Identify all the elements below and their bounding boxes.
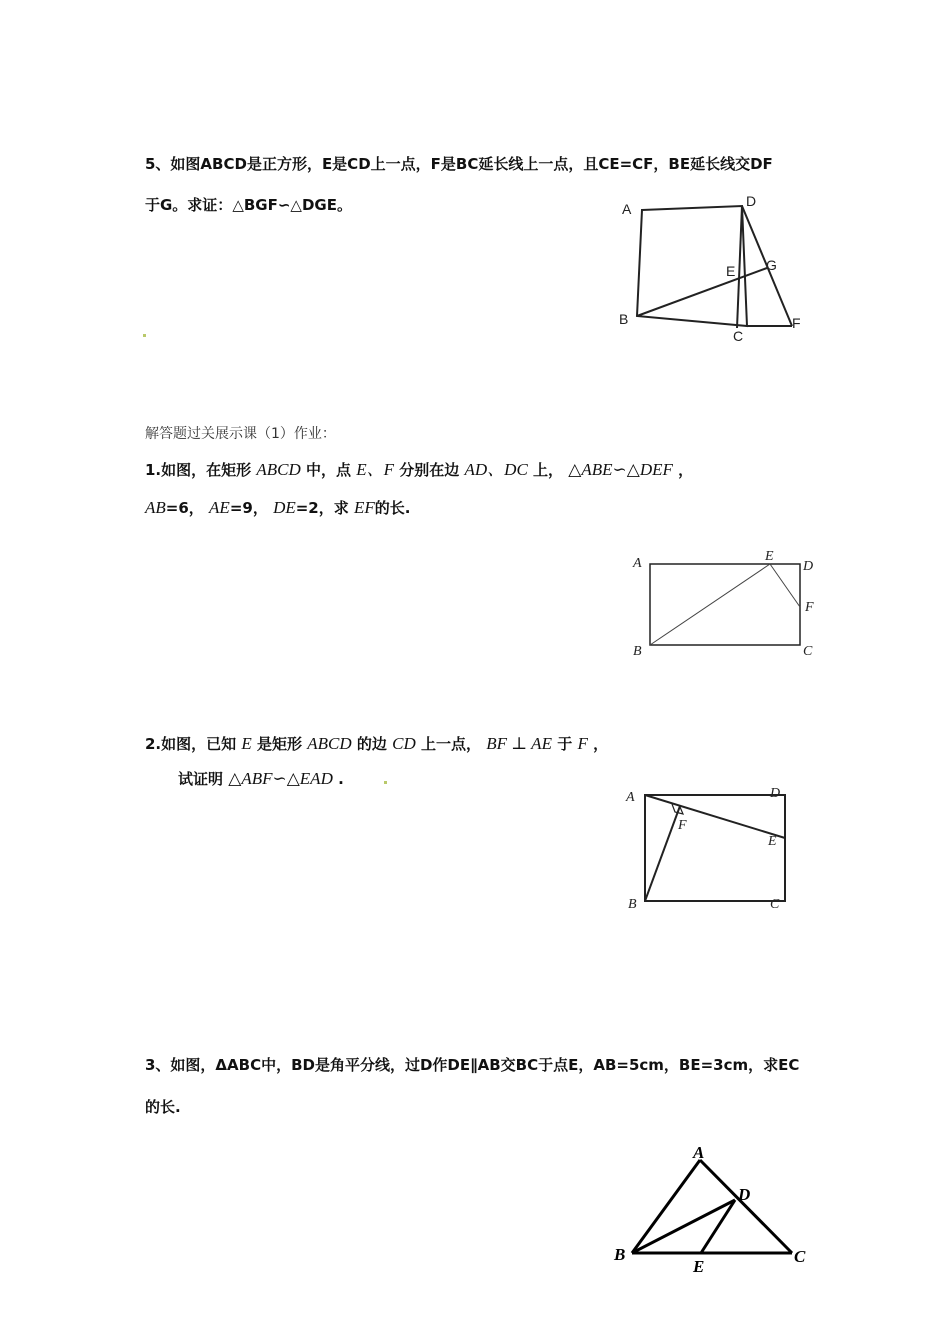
math: CD <box>392 734 416 753</box>
math: DE <box>273 498 296 517</box>
label-d: D <box>738 1185 751 1204</box>
label-a: A <box>693 1143 705 1162</box>
math: E <box>241 734 252 753</box>
math: E、F <box>356 460 395 479</box>
text: 2.如图，已知 <box>145 735 237 753</box>
label-c: C <box>794 1247 806 1266</box>
label-d: D <box>803 559 814 574</box>
text: 分别在边 <box>399 461 460 479</box>
text: 于 <box>557 735 573 753</box>
label-c: C <box>770 897 780 912</box>
problem1-line2 <box>145 497 410 518</box>
math: ABCD <box>256 460 301 479</box>
text: ， <box>593 735 609 753</box>
scan-dot <box>143 334 146 337</box>
label-e: E <box>768 834 777 849</box>
text: 的边 <box>356 735 387 753</box>
text: 试证明 <box>178 770 224 788</box>
rectangle-abcd <box>650 564 800 645</box>
problem5-line1: 5、如图ABCD是正方形，E是CD上一点，F是BC延长线上一点，且CE=CF，BE延长线交DF <box>145 155 773 173</box>
problem5-figure <box>612 188 812 348</box>
label-d: D <box>770 786 781 801</box>
math: ABCD <box>307 734 352 753</box>
label-b: B <box>628 897 637 912</box>
label-c: C <box>733 328 744 344</box>
text: ， <box>678 461 694 479</box>
label-e: E <box>726 263 736 279</box>
problem1-figure <box>625 545 825 665</box>
label-f: F <box>792 315 801 331</box>
text: 上一点， <box>420 735 481 753</box>
math: △ABE∽△DEF <box>568 460 673 479</box>
math: AE <box>209 498 230 517</box>
text: =6， <box>165 499 204 517</box>
problem5-line2: 于G。求证：△BGF∽△DGE。 <box>145 196 352 214</box>
text: 是矩形 <box>257 735 303 753</box>
label-d: D <box>746 193 757 209</box>
section-title: 解答题过关展示课（1）作业： <box>145 426 336 442</box>
label-b: B <box>614 1245 626 1264</box>
label-e: E <box>693 1257 705 1276</box>
math: F <box>577 734 588 753</box>
problem3-line1: 3、如图，ΔABC中，BD是角平分线，过D作DE∥AB交BC于点E，AB=5cm，BE=3cm，求EC <box>145 1056 800 1074</box>
problem2-line1 <box>145 733 608 754</box>
label-c: C <box>803 644 813 659</box>
text: 1.如图，在矩形 <box>145 461 252 479</box>
problem2-figure <box>620 780 820 920</box>
problem3-line2: 的长. <box>145 1098 181 1116</box>
math: EF <box>353 498 375 517</box>
problem3-figure <box>610 1140 820 1280</box>
label-g: G <box>766 257 777 273</box>
line-be <box>650 564 770 645</box>
math: △ABF∽△EAD <box>228 769 333 788</box>
problem1-line1 <box>145 455 693 480</box>
text: =9， <box>229 499 268 517</box>
text: =2，求 <box>295 499 349 517</box>
math: AB <box>145 498 166 517</box>
label-b: B <box>619 311 629 327</box>
text: 上， <box>533 461 564 479</box>
text: 中，点 <box>306 461 352 479</box>
line-ef <box>770 564 800 607</box>
text: . <box>338 770 344 788</box>
label-e: E <box>765 549 774 564</box>
label-a: A <box>633 556 642 571</box>
text: 的长. <box>374 499 411 517</box>
label-f: F <box>805 600 814 615</box>
label-b: B <box>633 644 642 659</box>
line-bf <box>645 806 680 901</box>
label-f: F <box>678 818 687 833</box>
math: BF ⊥ AE <box>486 734 552 753</box>
label-a: A <box>626 790 635 805</box>
line-ac <box>700 1160 792 1253</box>
line-bg <box>637 268 767 316</box>
label-a: A <box>622 201 632 217</box>
line-ab <box>632 1160 700 1253</box>
problem2-line2 <box>178 768 344 789</box>
line-dc <box>737 206 742 328</box>
line-ae <box>645 795 785 838</box>
math: AD、DC <box>464 460 528 479</box>
rectangle-abcd <box>645 795 785 901</box>
scan-dot <box>384 781 387 784</box>
